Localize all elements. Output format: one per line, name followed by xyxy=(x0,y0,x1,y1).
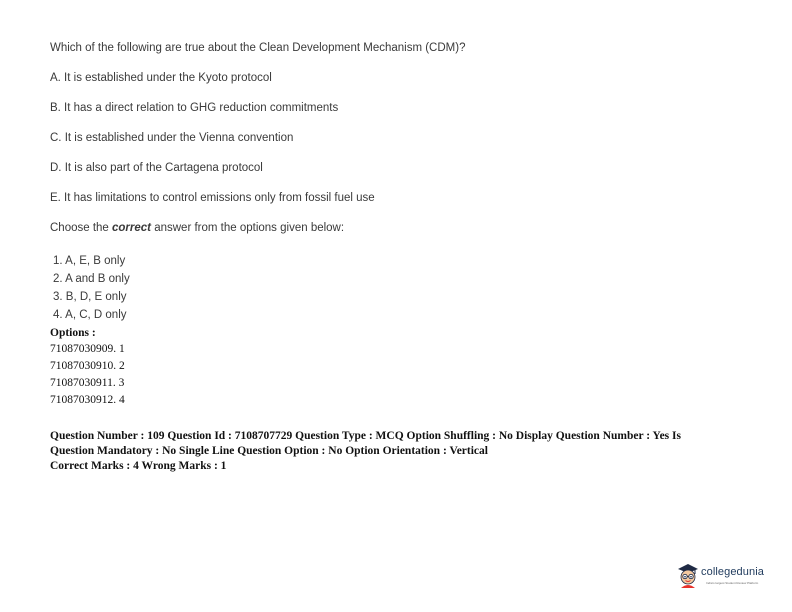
statement-b: B. It has a direct relation to GHG reduction commitments xyxy=(50,102,339,114)
statement-c: C. It is established under the Vienna convention xyxy=(50,132,294,144)
options-block xyxy=(50,326,125,409)
instruction-text xyxy=(50,222,344,234)
option-id-row: 71087030910. 2 xyxy=(50,360,125,372)
option-id-row: 71087030912. 4 xyxy=(50,394,125,406)
answer-choice-1: 1. A, E, B only xyxy=(53,255,126,267)
statement-a: A. It is established under the Kyoto protocol xyxy=(50,72,272,84)
logo-brand-text: collegedunia xyxy=(701,566,764,578)
statement-d: D. It is also part of the Cartagena protocol xyxy=(50,162,263,174)
answer-choice-list xyxy=(53,252,130,324)
instruction-prefix: Choose the xyxy=(50,222,113,234)
mascot-icon xyxy=(676,562,700,588)
metadata-line-2: Question Mandatory : No Single Line Question Option : No Option Orientation : Vertical xyxy=(50,445,488,457)
statement-e: E. It has limitations to control emissions only from fossil fuel use xyxy=(50,192,375,204)
question-metadata xyxy=(50,429,750,474)
option-id-row: 71087030911. 3 xyxy=(50,377,125,389)
answer-choice-3: 3. B, D, E only xyxy=(53,291,127,303)
question-text: Which of the following are true about the Clean Development Mechanism (CDM)? xyxy=(50,42,466,54)
options-title: Options : xyxy=(50,327,96,339)
instruction-emphasis: correct xyxy=(112,222,152,234)
answer-choice-2: 2. A and B only xyxy=(53,273,130,285)
collegedunia-logo xyxy=(676,562,776,590)
metadata-line-1: Question Number : 109 Question Id : 7108707729 Question Type : MCQ Option Shuffling : No Display Question Number : Yes Is xyxy=(50,430,681,442)
metadata-line-3: Correct Marks : 4 Wrong Marks : 1 xyxy=(50,460,227,472)
option-id-row: 71087030909. 1 xyxy=(50,343,125,355)
logo-tagline: India's largest Student Review Platform xyxy=(706,581,759,585)
instruction-suffix: answer from the options given below: xyxy=(151,222,345,234)
answer-choice-4: 4. A, C, D only xyxy=(53,309,127,321)
